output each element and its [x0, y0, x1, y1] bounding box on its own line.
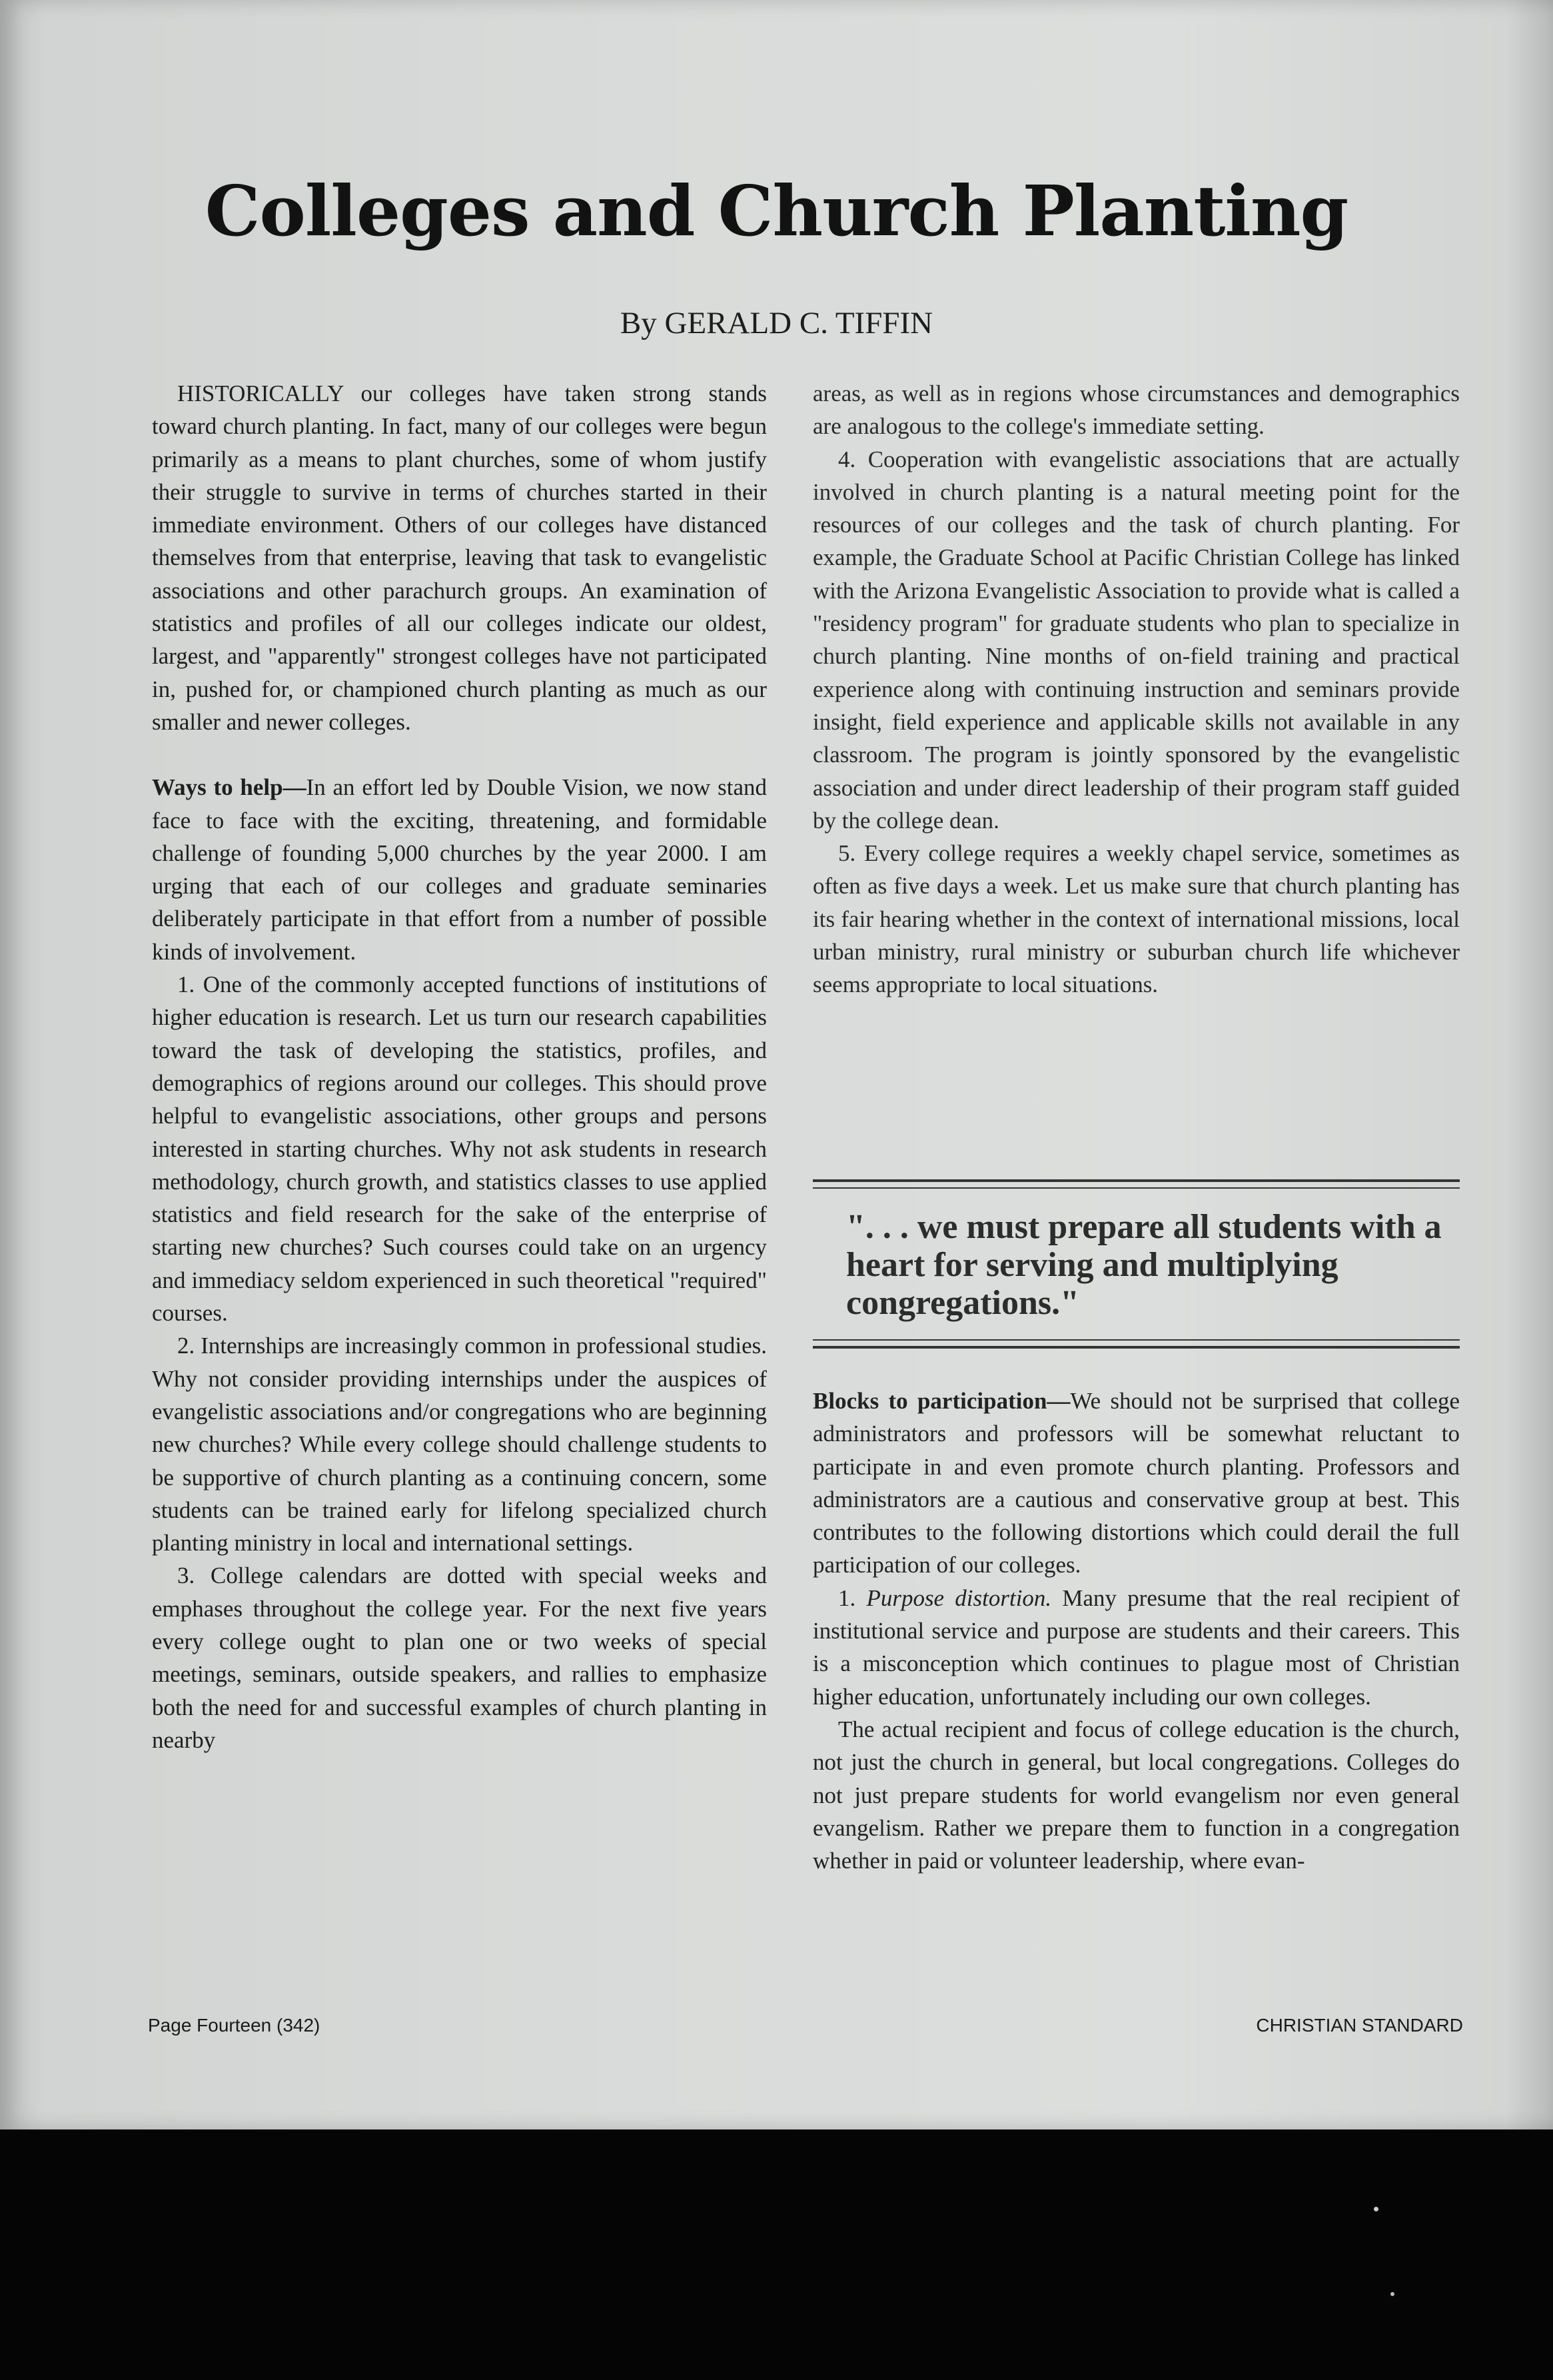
right-column-bottom [813, 1385, 1460, 1877]
page-number: Page Fourteen (342) [148, 2015, 320, 2036]
list-item-calendars: 3. College calendars are dotted with special weeks and emphases throughout the college year. For the next five years every college ought to plan one or two weeks of special meetings, seminars, outside speakers, and rallies to emphasize both the need for and successful examples of church planting in nearby [152, 1562, 767, 1753]
list-number: 1. [838, 1584, 867, 1611]
pullquote-rule-bottom [813, 1346, 1460, 1349]
italic-term: Purpose distortion. [866, 1584, 1052, 1611]
right-column-top [813, 377, 1460, 1001]
paragraph-continued: areas, as well as in regions whose circumstances and demographics are analogous to the college's immediate setting. [813, 380, 1460, 440]
publication-name: CHRISTIAN STANDARD [1256, 2015, 1463, 2036]
paragraph-text: Many presume that the real recipient of institutional service and purpose are students and their careers. This is a misconception which continues to plague most of Christian higher education, unfortunately including our own colleges. [813, 1584, 1460, 1710]
run-in-heading: Ways to help— [152, 774, 306, 801]
pull-quote: ". . . we must prepare all students with a heart for serving and multiplying congregations." [846, 1208, 1442, 1322]
list-item-chapel: 5. Every college requires a weekly chapel service, sometimes as often as five days a week. Let us make sure that church planting has its fair hearing whether in the context of international missions, local urban ministry, rural ministry or suburban church life whichever seems appropriate to local situations. [813, 840, 1460, 998]
list-item-cooperation: 4. Cooperation with evangelistic associations that are actually involved in church planting is a natural meeting point for the resources of our colleges and the task of church planting. For example, the Graduate School at Pacific Christian College has linked with the Arizona Evangelistic Association to provide what is called a "residency program" for graduate students who plan to specialize in church planting. Nine months of on-field training and practical experience along with continuing instruction and seminars provide insight, field experience and applicable skills not available in any classroom. The program is jointly sponsored by the evangelistic association and under direct leadership of their program staff guided by the college dean. [813, 446, 1460, 834]
byline: By GERALD C. TIFFIN [620, 306, 933, 340]
paragraph-blocks [813, 1385, 1460, 1582]
paragraph-intro: HISTORICALLY our colleges have taken strong stands toward church planting. In fact, many of our colleges were begun primarily as a means to plant churches, some of whom justify their struggle to survive in terms of churches started in their immediate environment. Others of our colleges have distanced themselves from that enterprise, leaving that task to evangelistic associations and other parachurch groups. An examination of statistics and profiles of all our colleges indicate our oldest, largest, and "apparently" strongest colleges have not participated in, pushed for, or championed church planting as much as our smaller and newer colleges. [152, 380, 767, 735]
left-column [152, 377, 767, 1756]
dust-speck [1374, 2207, 1378, 2211]
list-item-purpose-distortion [813, 1582, 1460, 1713]
paragraph-ways-to-help [152, 771, 767, 968]
pullquote-rule-top [813, 1179, 1460, 1182]
paragraph-recipient: The actual recipient and focus of college education is the church, not just the church in general, but local congregations. Colleges do not just prepare students for world evangelism nor even general evangelism. Rather we prepare them to function in a congregation whether in paid or volunteer leadership, where evan- [813, 1716, 1460, 1874]
article-title: Colleges and Church Planting [205, 170, 1348, 252]
paragraph-text: In an effort led by Double Vision, we now stand face to face with the exciting, threatening, and formidable challenge of founding 5,000 churches by the year 2000. I am urging that each of our colleges and graduate seminaries deliberately participate in that effort from a number of possible kinds of involvement. [152, 774, 767, 965]
list-item-internships: 2. Internships are increasingly common in professional studies. Why not consider providing internships under the auspices of evangelistic associations and/or congregations who are beginning new churches? While every college should challenge students to be supportive of church planting as a continuing concern, some students can be trained early for lifelong specialized church planting ministry in local and international settings. [152, 1333, 767, 1556]
pullquote-rule-bottom-thin [813, 1339, 1460, 1341]
paragraph-text: We should not be surprised that college administrators and professors will be somewhat reluctant to participate in and even promote church planting. Professors and administrators are a cautious and conservative group at best. This contributes to the following distortions which could derail the full participation of our colleges. [813, 1388, 1460, 1578]
list-item-research: 1. One of the commonly accepted functions of institutions of higher education is research. Let us turn our research capabilities toward the task of developing the statistics, profiles, and demographics of regions around our colleges. This should prove helpful to evangelistic associations, other groups and persons interested in starting churches. Why not ask students in research methodology, church growth, and statistics classes to use applied statistics and field research for the sake of the enterprise of starting new churches? Such courses could take on an urgency and immediacy seldom experienced in such theoretical "required" courses. [152, 971, 767, 1327]
pullquote-rule-top-thin [813, 1187, 1460, 1189]
dust-speck [1390, 2292, 1394, 2296]
run-in-heading: Blocks to participation— [813, 1388, 1071, 1414]
